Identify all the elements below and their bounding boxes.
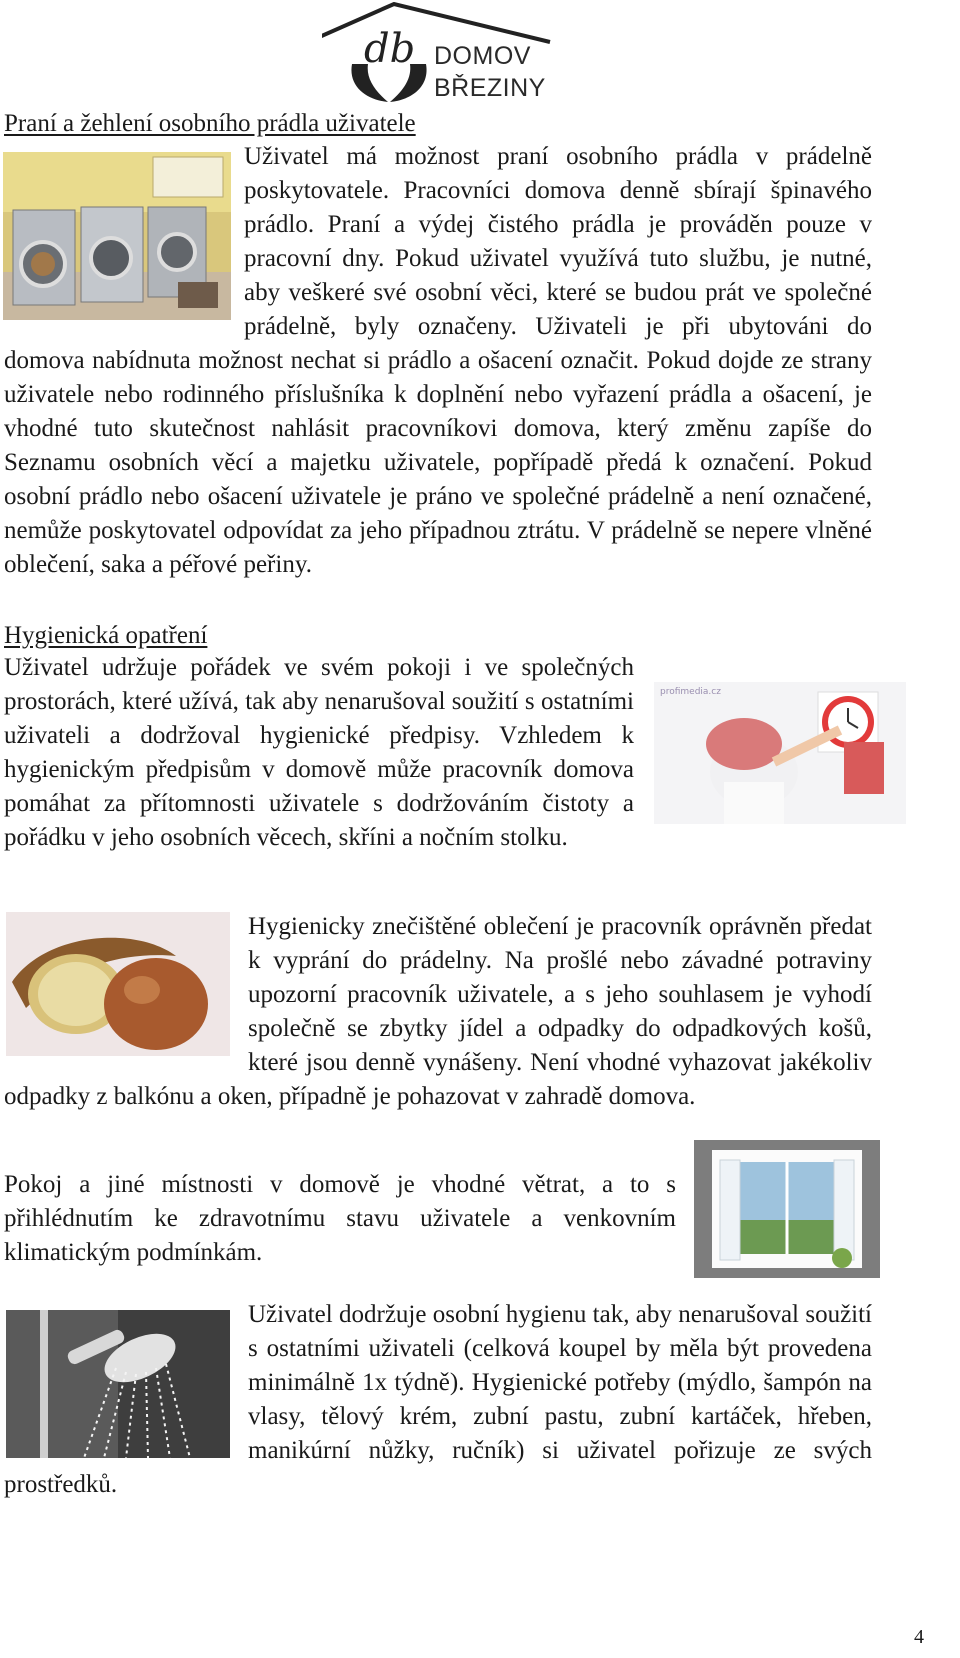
logo-monogram: db [364, 26, 416, 72]
spoiled-food-text: Hygienicky znečištěné oblečení je pracovník oprávněn předat k vyprání do prádelny. Na prošlé nebo závadné potraviny upozorní pracovník uživatele, a s jeho souhlasem je vyhodí společně se zbytky jídel a odpadky do odpadkových košů, které jsou denně vynášeny. Není vhodné vyhazovat jakékoliv odpadky z balkónu a oken, případně je pohazovat v zahradě domova. [4, 913, 872, 1110]
section-heading-laundry: Praní a žehlení osobního prádla uživatele [4, 110, 416, 137]
hygiene-paragraph-3: Pokoj a jiné místnosti v domově je vhodné větrat, a to s přihlédnutím ke zdravotnímu stavu uživatele a venkovním klimatickým podmínkám. [4, 1171, 676, 1266]
hygiene-paragraph-4 [4, 1298, 872, 1502]
fruit-photo-spacer [4, 910, 248, 1074]
logo-line-2: BŘEZINY [434, 74, 546, 102]
section-heading-hygiene: Hygienická opatření [4, 622, 208, 649]
logo [322, 2, 572, 112]
logo-line-1: DOMOV [434, 42, 531, 70]
open-window-photo [694, 1140, 880, 1278]
hygiene-paragraph-1: Uživatel udržuje pořádek ve svém pokoji i ve společných prostorách, které užívá, tak aby nenarušoval soužití s ostatními uživateli a dodržoval hygienické předpisy. Vzhledem k hygienickým předpisům v domově může pracovník domova pomáhat za přítomnosti uživatele s dodržováním čistoty a pořádku v jeho osobních věcech, skříni a nočním stolku. [4, 654, 634, 851]
laundry-photo-spacer [4, 140, 244, 334]
laundry-paragraph [4, 140, 872, 582]
shower-photo-spacer [4, 1298, 248, 1458]
laundry-text: Uživatel má možnost praní osobního prádla v prádelně poskytovatele. Pracovníci domova denně sbírají špinavého prádlo. Praní a výdej čistého prádla je prováděn pouze v pracovní dny. Pokud uživatel využívá tuto službu, je nutné, aby veškeré své osobní věci, které se budou prát ve společné prádelně, byly označeny. Uživateli je při ubytováni do domova nabídnuta možnost nechat si prádlo a ošacení označit. Pokud dojde ze strany uživatele nebo rodinného příslušníka k doplnění nebo vyřazení prádla a ošacení, je vhodné tuto skutečnost nahlásit pracovníkovi domova, který změnu zapíše do Seznamu osobních věcí a majetku uživatele, popřípadě předá k označení. Pokud osobní prádlo nebo ošacení uživatele je práno ve společné prádelně a není označené, nemůže poskytovatel odpovídat za jeho případnou ztrátu. V prádelně se nepere vlněné oblečení, saka a péřové peřiny. [4, 143, 872, 578]
hygiene-paragraph-2 [4, 910, 872, 1114]
cleaning-woman-photo [654, 682, 906, 824]
personal-hygiene-text: Uživatel dodržuje osobní hygienu tak, aby nenarušoval soužití s ostatními uživateli (celková koupel by měla být provedena minimálně 1x týdně). Hygienické potřeby (mýdlo, šampón na vlasy, tělový krém, zubní pastu, zubní kartáček, hřeben, manikúrní nůžky, ručník) si uživatel pořizuje ze svých prostředků. [4, 1301, 872, 1498]
page-number: 4 [914, 1626, 924, 1648]
photo-watermark: profimedia.cz [660, 687, 721, 697]
